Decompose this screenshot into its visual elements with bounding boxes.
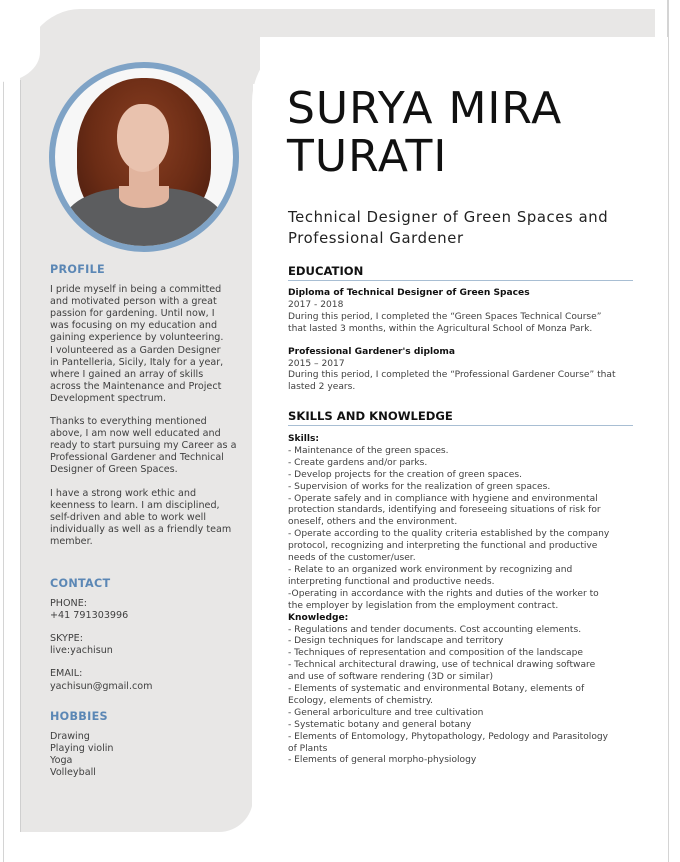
hobby-item: Volleyball xyxy=(50,767,96,779)
knowledge-line: - General arboriculture and tree cultivation xyxy=(288,707,484,718)
contact-email xyxy=(50,668,245,692)
education-entries xyxy=(288,288,638,394)
skill-line: protection standards, identifying and foreseeing situations of risk for xyxy=(288,505,601,516)
skill-line: the employer by legislation from the employment contract. xyxy=(288,600,559,611)
phone-value: +41 791303996 xyxy=(50,610,129,622)
profile-paragraph-1: I pride myself in being a committed and motivated person with a great passion for gardening. Until now, I was focusing on my education and gaining experience by volunteering. I volunteered as a Garden Designer in Pantelleria, Sicily, Italy for a year, where I gained an array of skills across the Maintenance and Project Development spectrum. xyxy=(50,284,224,404)
hobbies-section xyxy=(50,711,245,779)
knowledge-line: of Plants xyxy=(288,743,328,754)
skill-line: needs of the customer/user. xyxy=(288,553,416,564)
top-band xyxy=(70,9,655,37)
education-desc: During this period, I completed the “Green Spaces Technical Course” xyxy=(288,311,602,322)
phone-label: PHONE: xyxy=(50,598,88,610)
education-degree: Diploma of Technical Designer of Green Spaces xyxy=(288,288,530,298)
contact-heading: CONTACT xyxy=(50,577,111,590)
knowledge-label: Knowledge: xyxy=(288,612,349,623)
profile-heading: PROFILE xyxy=(50,263,106,276)
skill-line: - Create gardens and/or parks. xyxy=(288,457,428,468)
education-years: 2017 - 2018 xyxy=(288,299,344,310)
job-title-line-2: Professional Gardener xyxy=(288,230,464,247)
skill-line: - Operate according to the quality criteria established by the company xyxy=(288,529,610,540)
skill-line: oneself, others and the environment. xyxy=(288,517,458,528)
knowledge-line: - Elements of general morpho-physiology xyxy=(288,755,477,766)
knowledge-line: - Design techniques for landscape and territory xyxy=(288,636,504,647)
skill-line: - Supervision of works for the realization of green spaces. xyxy=(288,481,551,492)
email-value: yachisun@gmail.com xyxy=(50,680,153,692)
hobby-item: Playing violin xyxy=(50,743,114,755)
profile-section xyxy=(50,264,245,559)
skype-value: live:yachisun xyxy=(50,645,113,657)
hobby-item: Drawing xyxy=(50,731,90,743)
name-line-1: SURYA MIRA xyxy=(287,83,563,134)
education-heading: EDUCATION xyxy=(288,264,633,281)
skill-line: -Operating in accordance with the rights and duties of the worker to xyxy=(288,588,599,599)
knowledge-line: - Systematic botany and general botany xyxy=(288,719,472,730)
skill-line: - Develop projects for the creation of green spaces. xyxy=(288,469,523,480)
knowledge-line: - Technical architectural drawing, use of technical drawing software xyxy=(288,660,596,671)
photo-collar xyxy=(119,186,169,208)
skill-line: - Operate safely and in compliance with hygiene and environmental xyxy=(288,493,598,504)
skype-label: SKYPE: xyxy=(50,633,83,645)
knowledge-line: and use of software rendering (3D or similar) xyxy=(288,672,493,683)
job-title-line-1: Technical Designer of Green Spaces and xyxy=(288,209,609,226)
education-desc: During this period, I completed the “Professional Gardener Course” that xyxy=(288,370,616,381)
skill-line: interpreting functional and productive needs. xyxy=(288,576,495,587)
hobbies-heading: HOBBIES xyxy=(50,710,108,723)
profile-paragraph-3: I have a strong work ethic and keenness to learn. I am disciplined, self-driven and able to work well individually as well as a friendly team member. xyxy=(50,487,232,547)
email-label: EMAIL: xyxy=(50,668,83,680)
contact-skype xyxy=(50,633,245,657)
knowledge-line: - Regulations and tender documents. Cost accounting elements. xyxy=(288,624,582,635)
skill-line: - Maintenance of the green spaces. xyxy=(288,445,449,456)
education-desc: lasted 2 years. xyxy=(288,382,356,393)
education-years: 2015 – 2017 xyxy=(288,358,345,369)
knowledge-line: Ecology, elements of chemistry. xyxy=(288,695,433,706)
knowledge-line: - Elements of systematic and environmental Botany, elements of xyxy=(288,684,585,695)
contact-section xyxy=(50,578,245,704)
skill-line: - Relate to an organized work environment by recognizing and xyxy=(288,564,573,575)
job-title xyxy=(288,207,658,249)
knowledge-line: - Elements of Entomology, Phytopathology, Pedology and Parasitology xyxy=(288,731,609,742)
photo-face xyxy=(117,104,169,172)
hobby-item: Yoga xyxy=(50,755,73,767)
page-edge-left xyxy=(3,0,4,862)
skills-list xyxy=(288,434,638,767)
knowledge-line: - Techniques of representation and composition of the landscape xyxy=(288,648,583,659)
skills-label: Skills: xyxy=(288,434,319,444)
skill-line: protocol, recognizing and interpreting the functional and productive xyxy=(288,541,598,552)
candidate-name xyxy=(287,85,647,181)
name-line-2: TURATI xyxy=(287,131,448,182)
skills-heading: SKILLS AND KNOWLEDGE xyxy=(288,409,633,426)
profile-photo xyxy=(55,68,233,246)
education-desc: that lasted 3 months, within the Agricultural School of Monza Park. xyxy=(288,323,593,334)
contact-phone xyxy=(50,598,245,622)
education-degree: Professional Gardener's diploma xyxy=(288,346,455,357)
profile-paragraph-2: Thanks to everything mentioned above, I am now well educated and ready to start pursuing my Career as a Professional Gardener and Technical Designer of Green Spaces. xyxy=(50,416,237,476)
